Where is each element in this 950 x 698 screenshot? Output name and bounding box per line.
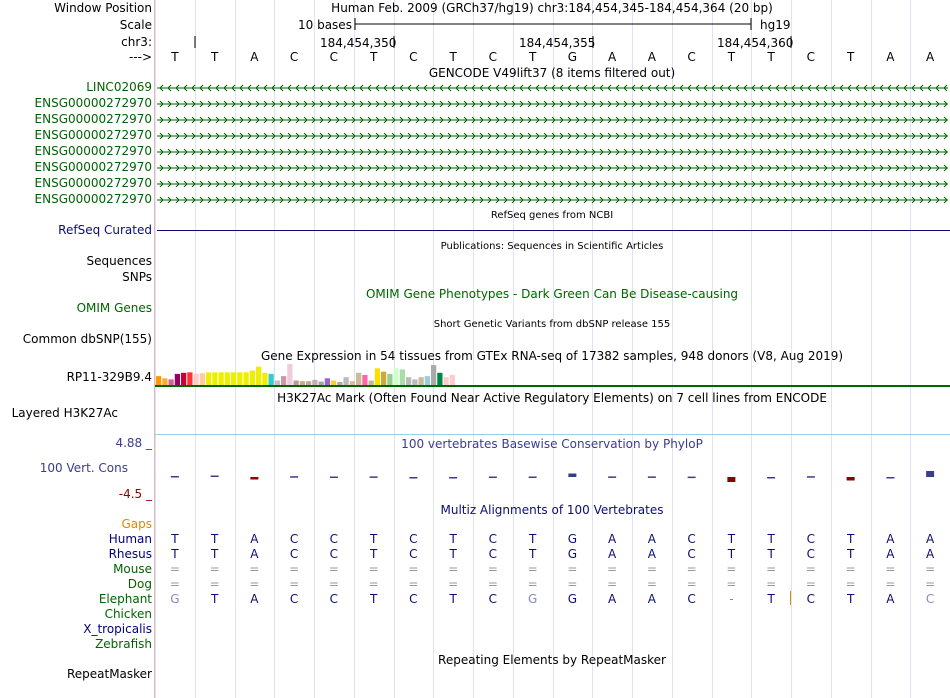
dbsnp-label[interactable]: Common dbSNP(155) xyxy=(22,332,152,346)
alignment-base: - xyxy=(729,592,734,606)
gtex-tissue-bar xyxy=(231,372,236,386)
alignment-base: A xyxy=(608,532,617,546)
alignment-base: = xyxy=(209,562,220,576)
gtex-tissue-bar xyxy=(381,372,386,386)
cons-score-bar xyxy=(370,476,378,478)
publications-sequences-label[interactable]: Sequences xyxy=(86,254,152,268)
cons-score-bar xyxy=(409,477,417,479)
alignment-base: C xyxy=(289,532,299,546)
alignment-base: = xyxy=(686,577,697,591)
gtex-tissue-bar xyxy=(387,374,392,386)
cons-score-bar xyxy=(171,476,179,478)
alignment-base: = xyxy=(408,562,419,576)
gtex-tissue-bar xyxy=(237,372,242,386)
alignment-base: A xyxy=(926,532,935,546)
gtex-tissue-bar xyxy=(194,374,199,386)
cons-score-bar xyxy=(529,477,537,479)
alignment-base: = xyxy=(328,562,339,576)
alignment-base: = xyxy=(925,562,936,576)
alignment-base: T xyxy=(767,547,775,561)
reference-base: A xyxy=(886,50,895,64)
alignment-base: C xyxy=(289,592,299,606)
chrom-label[interactable]: chr3: xyxy=(121,35,152,49)
cons-score-bar xyxy=(926,471,934,477)
cons-score-bar xyxy=(767,477,775,479)
reference-base: T xyxy=(369,50,378,64)
gencode-item-label-1[interactable]: ENSG00000272970 xyxy=(34,96,152,110)
gtex-title: Gene Expression in 54 tissues from GTEx RNA-seq of 17382 samples, 948 donors (V8, Aug 2019) xyxy=(260,349,844,363)
cons-score-bar xyxy=(648,476,656,478)
alignment-base: C xyxy=(409,532,418,546)
gtex-tissue-bar xyxy=(425,376,430,386)
gencode-track[interactable] xyxy=(155,80,950,210)
gencode-item-label-7[interactable]: ENSG00000272970 xyxy=(34,192,152,206)
cons-score-bar xyxy=(688,477,696,479)
alignment-base: C xyxy=(289,547,299,561)
gtex-tissue-bar xyxy=(362,375,367,386)
alignment-base: = xyxy=(567,562,578,576)
alignment-base: = xyxy=(766,577,777,591)
gtex-tissue-bar xyxy=(431,365,436,386)
gtex-gene-label[interactable]: RP11-329B9.4 xyxy=(66,370,152,384)
alignment-base: A xyxy=(886,547,895,561)
reference-base: C xyxy=(329,50,339,64)
alignment-base: C xyxy=(488,547,498,561)
alignment-base: G xyxy=(527,592,538,606)
h3k27ac-label[interactable]: Layered H3K27Ac xyxy=(11,406,118,420)
alignment-base: T xyxy=(767,592,775,606)
gtex-tissue-bar xyxy=(225,372,230,386)
alignment-base: A xyxy=(647,592,656,606)
omim-title: OMIM Gene Phenotypes - Dark Green Can Be Disease-causing xyxy=(365,287,739,301)
cons-score-bar xyxy=(847,477,855,481)
alignment-base: = xyxy=(726,577,737,591)
alignment-base: = xyxy=(607,577,618,591)
reference-base: T xyxy=(210,50,219,64)
alignment-base: = xyxy=(726,562,737,576)
cons-score-bar xyxy=(886,477,894,479)
reference-base: A xyxy=(608,50,617,64)
dbsnp-title: Short Genetic Variants from dbSNP release 155 xyxy=(433,319,671,330)
ruler-tick-label-2: 184,454,355 xyxy=(519,36,596,50)
alignment-base: = xyxy=(925,577,936,591)
alignment-base: = xyxy=(805,577,816,591)
cons-label[interactable]: 100 Vert. Cons xyxy=(39,461,128,475)
alignment-base: T xyxy=(449,532,457,546)
alignment-base: = xyxy=(527,577,538,591)
track-data-panel[interactable] xyxy=(155,0,950,698)
alignment-base: = xyxy=(249,577,260,591)
alignment-base: = xyxy=(408,577,419,591)
alignment-base: A xyxy=(608,547,617,561)
refseq-feature-line[interactable] xyxy=(157,230,950,231)
gtex-tissue-bar xyxy=(212,372,217,386)
gtex-tissue-bar xyxy=(419,377,424,386)
publications-snps-label[interactable]: SNPs xyxy=(122,270,152,284)
cons-min-label: -4.5 _ xyxy=(118,487,152,501)
reference-base: G xyxy=(567,50,578,64)
species-label-chicken[interactable]: Chicken xyxy=(104,607,152,621)
alignment-base: C xyxy=(925,592,935,606)
refseq-title: RefSeq genes from NCBI xyxy=(490,210,614,221)
species-label-dog[interactable]: Dog xyxy=(127,577,152,591)
alignment-base: T xyxy=(369,532,378,546)
species-label-rhesus[interactable]: Rhesus xyxy=(108,547,152,561)
reference-base: C xyxy=(806,50,816,64)
cons-wiggle[interactable] xyxy=(155,452,950,502)
gtex-tissue-bar xyxy=(437,373,442,386)
alignment-base: T xyxy=(369,592,378,606)
alignment-base: T xyxy=(210,532,219,546)
reference-base: T xyxy=(171,50,179,64)
gtex-tissue-bar xyxy=(287,364,292,386)
cons-title: 100 vertebrates Basewise Conservation by PhyloP xyxy=(401,437,703,451)
gtex-tissue-bar xyxy=(162,378,167,386)
multiz-title: Multiz Alignments of 100 Vertebrates xyxy=(440,503,664,517)
alignment-base: = xyxy=(646,577,657,591)
alignment-base: C xyxy=(329,592,339,606)
cons-score-bar xyxy=(250,477,258,480)
alignment-base: T xyxy=(210,547,219,561)
cons-score-bar xyxy=(568,474,576,478)
alignment-base: A xyxy=(647,547,656,561)
alignment-base: A xyxy=(608,592,617,606)
species-label-elephant[interactable]: Elephant xyxy=(98,592,152,606)
alignment-base: G xyxy=(567,547,578,561)
reference-base: T xyxy=(528,50,537,64)
ruler-tick-label-3: 184,454,360 xyxy=(717,36,794,50)
reference-base: T xyxy=(767,50,775,64)
gtex-tissue-bar xyxy=(356,373,361,386)
alignment-base: T xyxy=(369,547,378,561)
gtex-tissue-bar xyxy=(219,372,224,386)
ruler-tick-label-1: 184,454,350 xyxy=(320,36,397,50)
cons-score-bar xyxy=(330,477,338,479)
alignment-base: = xyxy=(607,562,618,576)
alignment-base: = xyxy=(448,577,459,591)
gencode-title: GENCODE V49lift37 (8 items filtered out) xyxy=(428,66,676,80)
alignment-base: = xyxy=(527,562,538,576)
track-labels xyxy=(0,0,154,698)
alignment-base: = xyxy=(328,577,339,591)
alignment-base: = xyxy=(885,562,896,576)
species-label-mouse[interactable]: Mouse xyxy=(113,562,152,576)
gtex-tissue-bar xyxy=(250,371,255,386)
alignment-base: = xyxy=(766,562,777,576)
alignment-base: = xyxy=(289,577,300,591)
repeatmasker-title: Repeating Elements by RepeatMasker xyxy=(438,653,666,667)
alignment-base: = xyxy=(845,562,856,576)
gtex-tissue-bar xyxy=(281,376,286,386)
alignment-base: T xyxy=(449,547,457,561)
strand-arrow-label[interactable]: ---> xyxy=(128,50,152,64)
window-position-label[interactable]: Window Position xyxy=(54,1,152,15)
position-title: Human Feb. 2009 (GRCh37/hg19) chr3:184,454,345-184,454,364 (20 bp) xyxy=(331,1,773,15)
alignment-base: = xyxy=(686,562,697,576)
species-label-human[interactable]: Human xyxy=(108,532,152,546)
gtex-tissue-bar xyxy=(450,375,455,386)
gtex-tissue-bar xyxy=(187,372,192,386)
h3k27ac-title: H3K27Ac Mark (Often Found Near Active Regulatory Elements) on 7 cell lines from ENCODE xyxy=(277,391,827,405)
reference-base: C xyxy=(687,50,696,64)
gtex-tissue-bar xyxy=(344,377,349,386)
reference-base: C xyxy=(409,50,418,64)
gtex-tissue-bar xyxy=(400,370,405,387)
alignment-base: T xyxy=(846,547,855,561)
cons-score-bar xyxy=(727,477,735,482)
alignment-base: C xyxy=(488,592,498,606)
reference-base: A xyxy=(647,50,656,64)
gtex-tissue-bar xyxy=(156,376,161,386)
gtex-tissue-bar xyxy=(325,378,330,386)
gtex-tissue-bar xyxy=(200,373,205,386)
alignment-base: T xyxy=(727,547,736,561)
alignment-base: A xyxy=(926,547,935,561)
alignment-base: C xyxy=(687,547,696,561)
alignment-base: C xyxy=(409,592,418,606)
gencode-item-label-2[interactable]: ENSG00000272970 xyxy=(34,112,152,126)
alignment-base: = xyxy=(885,577,896,591)
gencode-item-label-6[interactable]: ENSG00000272970 xyxy=(34,176,152,190)
gtex-tissue-bar xyxy=(444,377,449,386)
alignment-base: A xyxy=(886,592,895,606)
reference-base: A xyxy=(926,50,935,64)
alignment-base: C xyxy=(806,592,816,606)
gencode-item-label-4[interactable]: ENSG00000272970 xyxy=(34,144,152,158)
cons-score-bar xyxy=(211,476,219,478)
alignment-base: T xyxy=(767,532,775,546)
omim-label[interactable]: OMIM Genes xyxy=(76,301,152,315)
assembly-text: hg19 xyxy=(760,18,791,32)
repeatmasker-label[interactable]: RepeatMasker xyxy=(66,667,152,681)
cons-score-bar xyxy=(608,476,616,478)
gtex-tissue-bar xyxy=(256,367,261,386)
cons-score-bar xyxy=(290,476,298,478)
scale-label[interactable]: Scale xyxy=(119,18,152,32)
alignment-base: = xyxy=(448,562,459,576)
h3k27ac-baseline xyxy=(155,434,950,435)
alignment-base: T xyxy=(210,592,219,606)
alignment-base: T xyxy=(846,532,855,546)
cons-max-label: 4.88 _ xyxy=(115,436,152,450)
alignment-base: = xyxy=(368,562,379,576)
alignment-base: C xyxy=(806,532,816,546)
gencode-item-label-5[interactable]: ENSG00000272970 xyxy=(34,160,152,174)
gtex-tissue-bar xyxy=(406,377,411,386)
alignment-base: G xyxy=(567,532,578,546)
alignment-base: A xyxy=(886,532,895,546)
alignment-base: = xyxy=(249,562,260,576)
alignment-base: = xyxy=(289,562,300,576)
alignment-base: C xyxy=(687,592,696,606)
species-label-zebrafish[interactable]: Zebrafish xyxy=(95,637,152,651)
scale-text: 10 bases xyxy=(298,18,352,32)
gtex-tissue-bar xyxy=(394,368,399,386)
gtex-tissue-bar xyxy=(375,368,380,386)
alignment-base: G xyxy=(170,592,180,606)
reference-base: C xyxy=(488,50,498,64)
cons-score-bar xyxy=(807,476,815,478)
alignment-base: = xyxy=(487,577,498,591)
alignment-base: A xyxy=(250,547,259,561)
gtex-tissue-bar xyxy=(175,374,180,386)
cons-score-bar xyxy=(449,477,457,479)
gtex-tissue-bar xyxy=(181,373,186,386)
alignment-base: = xyxy=(209,577,220,591)
reference-base: A xyxy=(250,50,259,64)
alignment-base: T xyxy=(528,532,537,546)
alignment-base: T xyxy=(171,547,179,561)
alignment-base: T xyxy=(449,592,457,606)
elephant-insertion-marker xyxy=(790,591,791,605)
publications-title: Publications: Sequences in Scientific Articles xyxy=(440,241,664,252)
gtex-tissue-bar xyxy=(269,374,274,386)
gencode-item-label-3[interactable]: ENSG00000272970 xyxy=(34,128,152,142)
alignment-base: A xyxy=(250,532,259,546)
alignment-base: C xyxy=(329,532,339,546)
alignment-base: T xyxy=(171,532,179,546)
reference-base: C xyxy=(289,50,299,64)
gencode-item-label-0[interactable]: LINC02069 xyxy=(86,80,152,94)
alignment-base: C xyxy=(687,532,696,546)
species-label-xtropicalis[interactable]: X_tropicalis xyxy=(83,622,152,636)
alignment-base: C xyxy=(488,532,498,546)
gtex-bar-chart[interactable] xyxy=(155,364,950,388)
reference-base: T xyxy=(449,50,457,64)
alignment-base: A xyxy=(250,592,259,606)
gtex-tissue-bar xyxy=(244,372,249,386)
alignment-base: = xyxy=(845,577,856,591)
alignment-base: A xyxy=(647,532,656,546)
alignment-base: = xyxy=(368,577,379,591)
alignment-base: C xyxy=(329,547,339,561)
alignment-base: = xyxy=(646,562,657,576)
alignment-base: = xyxy=(567,577,578,591)
alignment-base: = xyxy=(487,562,498,576)
reference-base: T xyxy=(727,50,736,64)
gaps-label[interactable]: Gaps xyxy=(121,517,152,531)
alignment-base: T xyxy=(846,592,855,606)
ruler-svg xyxy=(155,0,950,60)
alignment-base: G xyxy=(567,592,578,606)
alignment-base: C xyxy=(806,547,816,561)
refseq-label[interactable]: RefSeq Curated xyxy=(58,223,152,237)
gtex-tissue-bar xyxy=(262,373,267,386)
alignment-base: = xyxy=(805,562,816,576)
reference-base: T xyxy=(846,50,855,64)
gtex-tissue-bar xyxy=(206,372,211,386)
alignment-base: T xyxy=(528,547,537,561)
alignment-base: C xyxy=(409,547,418,561)
alignment-base: T xyxy=(727,532,736,546)
alignment-base: = xyxy=(169,577,180,591)
cons-score-bar xyxy=(489,477,497,479)
alignment-base: = xyxy=(169,562,180,576)
